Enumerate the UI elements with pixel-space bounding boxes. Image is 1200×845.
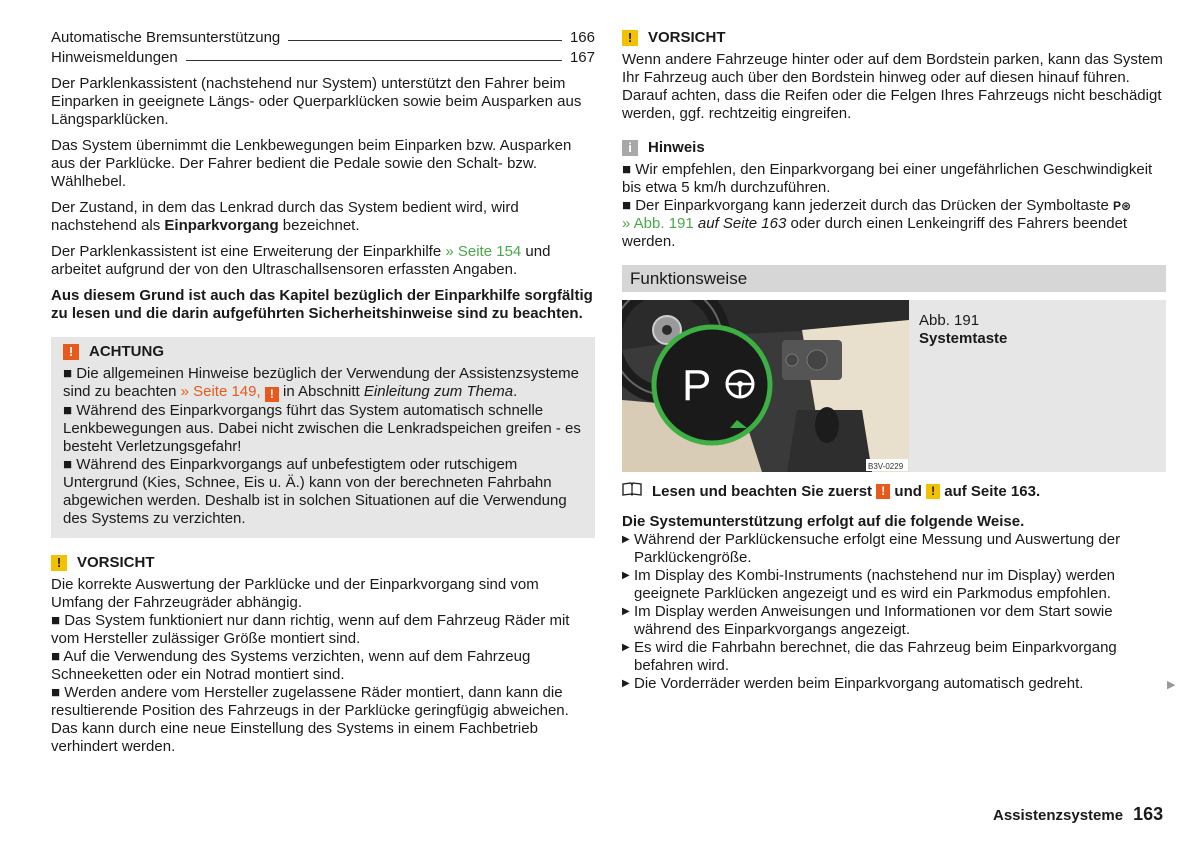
vorsicht-bullet: ■ Das System funktioniert nur dann richtig, wenn auf dem Fahrzeug Räder mit vom Hersteller zulässiger Größe montiert sind. — [51, 612, 570, 647]
figure-title: Systemtaste — [919, 330, 1008, 347]
vorsicht-text: Die korrekte Auswertung der Parklücke und der Einparkvorgang sind vom Umfang der Fahrzeugräder abhängig. — [51, 576, 539, 611]
vorsicht-bullet: ■ Auf die Verwendung des Systems verzichten, wenn auf dem Fahrzeug Schneeketten oder ein Notrad montiert sind. — [51, 648, 531, 683]
figure-caption — [909, 300, 1007, 472]
info-icon: i — [622, 140, 638, 156]
list-item: ▶ Im Display des Kombi-Instruments (nachstehend nur im Display) werden geeignete Parklücken angezeigt und es wird ein Parkmodus empfohlen. — [622, 567, 1116, 602]
book-icon — [622, 482, 642, 501]
figure-link[interactable]: » Abb. 191 — [622, 215, 694, 232]
intro-paragraph: Der Parklenkassistent (nachstehend nur System) unterstützt den Fahrer beim Einparken in geeignete Längs- oder Querparklücken sowie beim Ausparken aus Längsparklücken. — [51, 75, 582, 128]
toc-leader — [186, 60, 562, 61]
footer-section: Assistenzsysteme — [993, 807, 1124, 824]
bullet-arrow-icon: ▶ — [622, 642, 630, 653]
left-column — [51, 27, 595, 770]
page-number: 163 — [1133, 804, 1164, 824]
function-list — [622, 531, 1166, 693]
bullet-arrow-icon: ▶ — [622, 678, 630, 689]
section-heading: Funktionsweise — [622, 265, 1166, 292]
hinweis-bullet: ■ Wir empfehlen, den Einparkvorgang bei einer ungefährlichen Geschwindigkeit bis etwa 5 km/h durchzuführen. — [622, 161, 1153, 196]
hinweis-bullet: ■ Der Einparkvorgang kann jederzeit durch das Drücken der Symboltaste P⊛ » Abb. 191 auf Seite 163 oder durch einen Lenkeingriff des Fahrers beendet werden. — [622, 197, 1132, 250]
toc-row[interactable] — [51, 47, 595, 67]
figure-image — [622, 300, 909, 472]
hinweis-heading: i Hinweis — [622, 137, 1166, 159]
achtung-bullet: ■ Während des Einparkvorgangs führt das System automatisch schnelle Lenkbewegungen aus. Dabei nicht zwischen die Lenkradspeichen greifen - es besteht Verletzungsgefahr! — [63, 402, 581, 455]
term-einparkvorgang: Einparkvorgang — [164, 217, 279, 234]
toc-page: 166 — [569, 29, 595, 46]
vorsicht-box — [51, 552, 595, 756]
safety-paragraph: Aus diesem Grund ist auch das Kapitel bezüglich der Einparkhilfe sorgfältig zu lesen und die darin aufgeführten Sicherheitshinweise sind zu beachten. — [51, 287, 593, 322]
achtung-heading: ! ACHTUNG — [63, 341, 583, 363]
toc-label: Hinweismeldungen — [51, 49, 178, 66]
bullet-arrow-icon: ▶ — [622, 570, 630, 581]
hinweis-box — [622, 137, 1166, 251]
vorsicht-box — [622, 27, 1166, 123]
toc-label: Automatische Bremsunterstützung — [51, 29, 281, 46]
read-first-note: Lesen und beachten Sie zuerst ! und ! auf Seite 163. — [622, 482, 1166, 501]
bullet-arrow-icon: ▶ — [622, 606, 630, 617]
vorsicht-text: Wenn andere Fahrzeuge hinter oder auf dem Bordstein parken, kann das System Ihr Fahrzeug auch über den Bordstein hinweg oder auf diesen hinauf führen. Darauf achten, dass die Reifen oder die Felgen Ihres Fahrzeugs nicht beschädigt werden, ggf. rechtzeitig eingreifen. — [622, 51, 1163, 122]
list-item: ▶ Im Display werden Anweisungen und Informationen vor dem Start sowie während des Einparkvorgangs angezeigt. — [622, 603, 1113, 638]
achtung-bullet: ■ Während des Einparkvorgangs auf unbefestigtem oder rutschigem Untergrund (Kies, Schnee, Eis u. Ä.) kann von der berechneten Fahrbahn abgewichen werden. Deshalb ist in solchen Situationen auf die Verwendung des Systems zu verzichten. — [63, 456, 567, 527]
intro-paragraph: Der Parklenkassistent ist eine Erweiterung der Einparkhilfe » Seite 154 und arbeitet aufgrund der von den Ultraschallsensoren erfassten Angaben. — [51, 243, 551, 278]
achtung-box — [51, 337, 595, 538]
park-assist-icon: P⊛ — [1112, 199, 1132, 213]
list-item: ▶ Während der Parklückensuche erfolgt eine Messung und Auswertung der Parklückengröße. — [622, 531, 1121, 566]
right-column — [622, 27, 1166, 693]
achtung-bullet: ■ Die allgemeinen Hinweise bezüglich der Verwendung der Assistenzsysteme sind zu beachten » Seite 149, ! in Abschnitt Einleitung zum Thema. — [63, 365, 579, 401]
caution-triangle-icon: ! — [622, 30, 638, 46]
vorsicht-heading: ! VORSICHT — [51, 552, 595, 574]
figure-code: B3V-0229 — [868, 462, 904, 471]
vorsicht-bullet: ■ Werden andere vom Hersteller zugelassene Räder montiert, dann kann die resultierende Position des Fahrzeugs in der Parklücke geringfügig abweichen. Das kann durch eine neue Einstellung des Systems in einem Fachbetrieb verhindert werden. — [51, 684, 569, 755]
list-item: ▶ Es wird die Fahrbahn berechnet, die das Fahrzeug beim Einparkvorgang befahren wird. — [622, 639, 1117, 674]
continue-arrow-icon: ▶ — [1167, 679, 1176, 691]
warning-triangle-icon: ! — [265, 387, 279, 402]
figure-191 — [622, 300, 1166, 472]
warning-triangle-icon: ! — [876, 484, 890, 499]
park-button-letter: P — [682, 361, 712, 410]
figure-number: Abb. 191 — [919, 312, 980, 329]
caution-triangle-icon: ! — [51, 555, 67, 571]
page-link[interactable]: » Seite 149, — [180, 383, 261, 400]
intro-paragraph: Das System übernimmt die Lenkbewegungen beim Einparken bzw. Ausparken aus der Parklücke. Der Fahrer bedient die Pedale sowie den Schalt- bzw. Wählhebel. — [51, 137, 572, 190]
toc-leader — [288, 40, 562, 41]
page-link[interactable]: » Seite 154 — [445, 243, 522, 260]
caution-triangle-icon: ! — [926, 484, 940, 499]
vorsicht-heading: ! VORSICHT — [622, 27, 1166, 49]
list-item: ▶ Die Vorderräder werden beim Einparkvorgang automatisch gedreht. — [622, 675, 1084, 692]
bullet-arrow-icon: ▶ — [622, 534, 630, 545]
toc-page: 167 — [569, 49, 595, 66]
function-heading: Die Systemunterstützung erfolgt auf die folgende Weise. — [622, 513, 1025, 530]
dashboard-illustration — [622, 300, 909, 472]
page-footer — [993, 805, 1163, 825]
warning-triangle-icon: ! — [63, 344, 79, 360]
toc-row[interactable] — [51, 27, 595, 47]
intro-paragraph: Der Zustand, in dem das Lenkrad durch das System bedient wird, wird nachstehend als Einparkvorgang bezeichnet. — [51, 199, 519, 234]
